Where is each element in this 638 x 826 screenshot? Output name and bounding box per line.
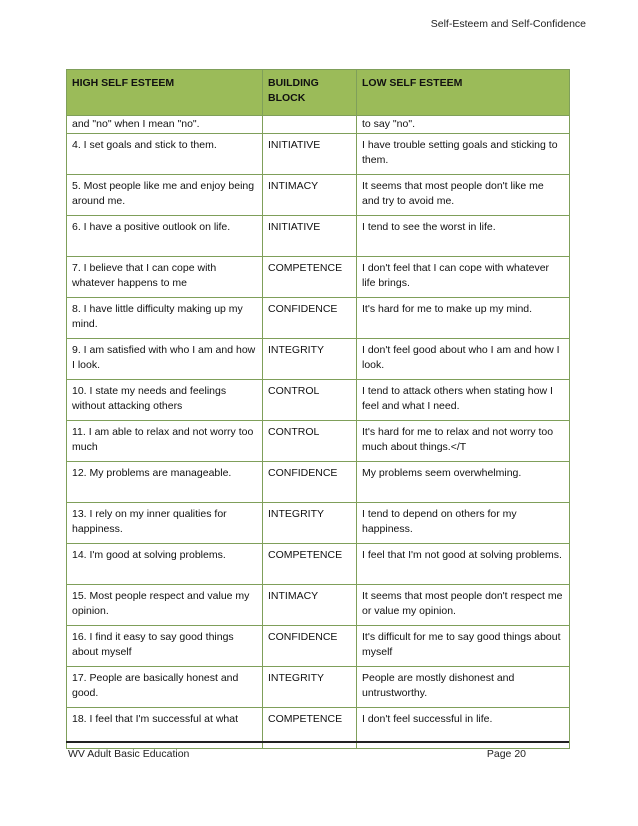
table-row: [67, 134, 570, 175]
page-number: Page 20: [486, 748, 526, 760]
cell-low: I tend to see the worst in life.: [357, 216, 570, 257]
column-header-high: HIGH SELF ESTEEM: [67, 70, 263, 116]
cell-high: 8. I have little difficulty making up my mind.: [67, 298, 263, 339]
cell-block: INITIATIVE: [263, 216, 357, 257]
table-row: [67, 216, 570, 257]
cell-block: INTEGRITY: [263, 503, 357, 544]
table-row: [67, 380, 570, 421]
cell-block: COMPETENCE: [263, 257, 357, 298]
self-esteem-table: [66, 69, 570, 749]
cell-low: I tend to attack others when stating how I feel and what I need.: [357, 380, 570, 421]
cell-block: CONFIDENCE: [263, 298, 357, 339]
cell-high: 18. I feel that I'm successful at what: [67, 708, 263, 749]
cell-high: 16. I find it easy to say good things about myself: [67, 626, 263, 667]
cell-low: I don't feel that I can cope with whatever life brings.: [357, 257, 570, 298]
cell-low: I feel that I'm not good at solving problems.: [357, 544, 570, 585]
cell-low: It seems that most people don't like me and try to avoid me.: [357, 175, 570, 216]
cell-low: I don't feel successful in life.: [357, 708, 570, 749]
cell-low: It's hard for me to relax and not worry too much about things.</T: [357, 421, 570, 462]
table-row: [67, 626, 570, 667]
cell-block: CONFIDENCE: [263, 626, 357, 667]
cell-low: to say "no".: [357, 116, 570, 134]
cell-low: It's difficult for me to say good things about myself: [357, 626, 570, 667]
cell-block: INTIMACY: [263, 175, 357, 216]
cell-high: 11. I am able to relax and not worry too much: [67, 421, 263, 462]
cell-high: and "no" when I mean "no".: [67, 116, 263, 134]
cell-block: INTEGRITY: [263, 339, 357, 380]
cell-block: INITIATIVE: [263, 134, 357, 175]
cell-high: 7. I believe that I can cope with whatever happens to me: [67, 257, 263, 298]
cell-low: I have trouble setting goals and sticking to them.: [357, 134, 570, 175]
cell-low: It's hard for me to make up my mind.: [357, 298, 570, 339]
cell-low: My problems seem overwhelming.: [357, 462, 570, 503]
cell-block: INTIMACY: [263, 585, 357, 626]
cell-low: I don't feel good about who I am and how I look.: [357, 339, 570, 380]
cell-high: 5. Most people like me and enjoy being around me.: [67, 175, 263, 216]
table-row: [67, 257, 570, 298]
footer-source: WV Adult Basic Education: [68, 748, 190, 760]
table-row: [67, 462, 570, 503]
cell-high: 13. I rely on my inner qualities for happiness.: [67, 503, 263, 544]
cell-low: People are mostly dishonest and untrustworthy.: [357, 667, 570, 708]
table-row: [67, 339, 570, 380]
cell-low: It seems that most people don't respect me or value my opinion.: [357, 585, 570, 626]
table-row-continuation: [67, 116, 570, 134]
cell-high: 15. Most people respect and value my opinion.: [67, 585, 263, 626]
cell-block: COMPETENCE: [263, 544, 357, 585]
table-row: [67, 175, 570, 216]
cell-low: I tend to depend on others for my happiness.: [357, 503, 570, 544]
column-header-low: LOW SELF ESTEEM: [357, 70, 570, 116]
running-header: Self-Esteem and Self-Confidence: [430, 18, 586, 30]
cell-high: 9. I am satisfied with who I am and how I look.: [67, 339, 263, 380]
cell-block: INTEGRITY: [263, 667, 357, 708]
cell-block: [263, 116, 357, 134]
cell-high: 4. I set goals and stick to them.: [67, 134, 263, 175]
table-row: [67, 544, 570, 585]
cell-block: CONFIDENCE: [263, 462, 357, 503]
column-header-block: BUILDING BLOCK: [263, 70, 357, 116]
table-header-row: [67, 70, 570, 116]
cell-high: 10. I state my needs and feelings without attacking others: [67, 380, 263, 421]
cell-block: COMPETENCE: [263, 708, 357, 749]
table-row: [67, 421, 570, 462]
cell-block: CONTROL: [263, 421, 357, 462]
cell-high: 17. People are basically honest and good.: [67, 667, 263, 708]
cell-high: 6. I have a positive outlook on life.: [67, 216, 263, 257]
cell-block: CONTROL: [263, 380, 357, 421]
table-row: [67, 585, 570, 626]
cell-high: 14. I'm good at solving problems.: [67, 544, 263, 585]
table-row: [67, 503, 570, 544]
table-row: [67, 298, 570, 339]
footer-divider: [66, 741, 569, 743]
cell-high: 12. My problems are manageable.: [67, 462, 263, 503]
table-row: [67, 667, 570, 708]
